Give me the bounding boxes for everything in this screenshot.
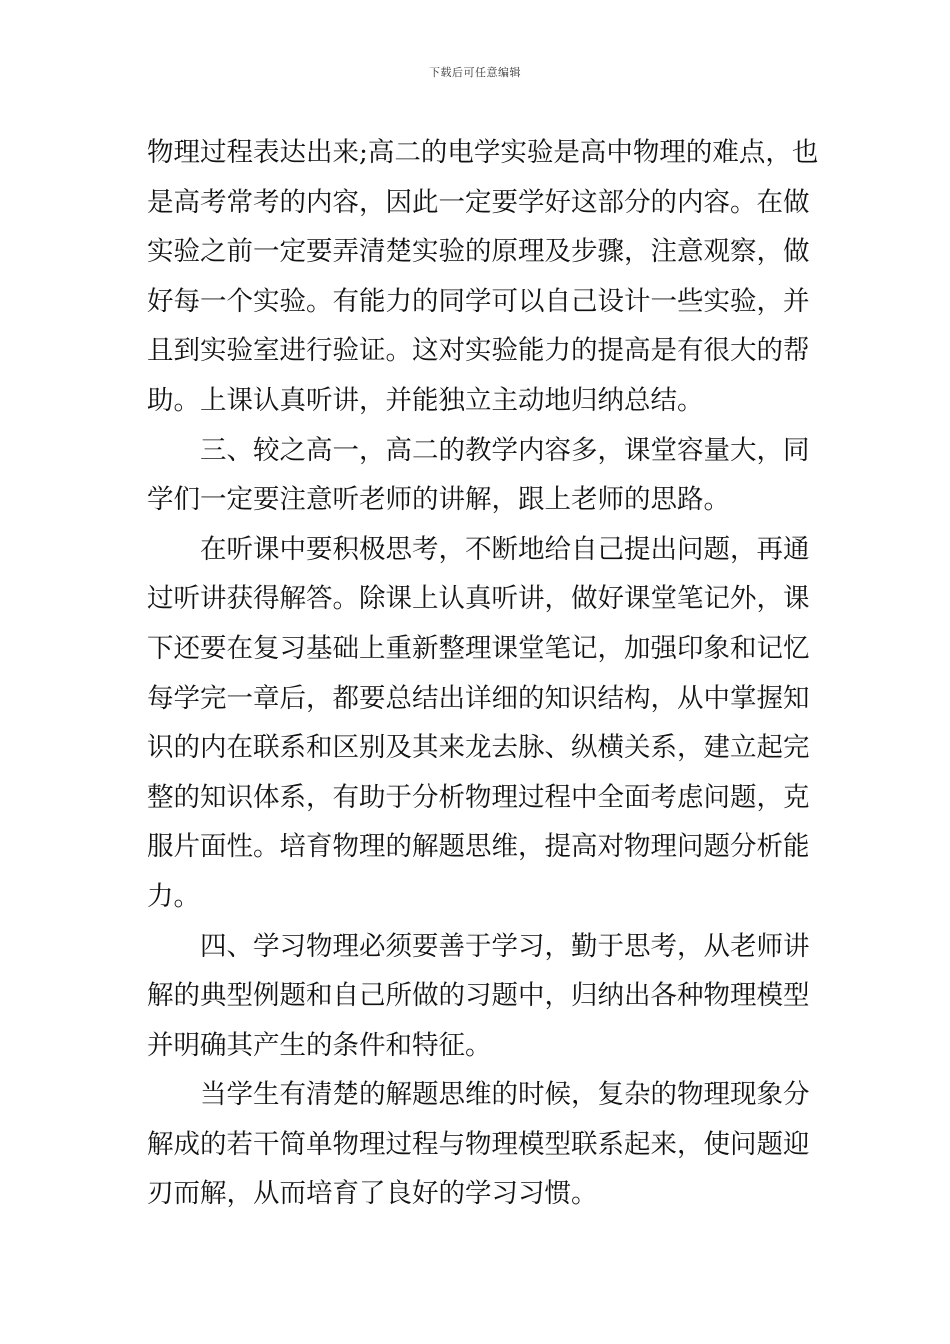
text-line: 学们一定要注意听老师的讲解，跟上老师的思路。 bbox=[147, 484, 730, 516]
text-line: 三、较之高一，高二的教学内容多，课堂容量大，同 bbox=[200, 434, 810, 466]
text-line: 整的知识体系，有助于分析物理过程中全面考虑问题，克 bbox=[147, 781, 810, 813]
text-line: 当学生有清楚的解题思维的时候，复杂的物理现象分 bbox=[200, 1079, 810, 1111]
text-line: 过听讲获得解答。除课上认真听讲，做好课堂笔记外，课 bbox=[147, 583, 810, 615]
text-line: 刃而解，从而培育了良好的学习习惯。 bbox=[147, 1178, 598, 1210]
text-line: 每学完一章后，都要总结出详细的知识结构，从中掌握知 bbox=[147, 682, 810, 714]
text-line: 物理过程表达出来;高二的电学实验是高中物理的难点，也 bbox=[147, 137, 819, 168]
text-line: 实验之前一定要弄清楚实验的原理及步骤，注意观察，做 bbox=[147, 236, 810, 268]
text-line: 服片面性。培育物理的解题思维，提高对物理问题分析能 bbox=[147, 831, 810, 863]
text-line: 且到实验室进行验证。这对实验能力的提高是有很大的帮 bbox=[147, 335, 810, 367]
text-line: 好每一个实验。有能力的同学可以自己设计一些实验，并 bbox=[147, 285, 810, 317]
header-note: 下载后可任意编辑 bbox=[429, 66, 521, 79]
text-line: 解成的若干简单物理过程与物理模型联系起来，使问题迎 bbox=[147, 1128, 810, 1160]
text-line: 四、学习物理必须要善于学习，勤于思考，从老师讲 bbox=[200, 930, 810, 962]
text-line: 是高考常考的内容，因此一定要学好这部分的内容。在做 bbox=[147, 186, 810, 218]
text-line: 在听课中要积极思考，不断地给自己提出问题，再通 bbox=[200, 533, 810, 565]
text-line: 识的内在联系和区别及其来龙去脉、纵横关系，建立起完 bbox=[147, 732, 810, 764]
text-line: 并明确其产生的条件和特征。 bbox=[147, 1029, 492, 1061]
text-line: 下还要在复习基础上重新整理课堂笔记，加强印象和记忆 bbox=[147, 632, 810, 664]
text-line: 解的典型例题和自己所做的习题中，归纳出各种物理模型 bbox=[147, 980, 810, 1012]
text-line: 力。 bbox=[147, 880, 200, 912]
document-body bbox=[147, 128, 819, 1219]
text-line: 助。上课认真听讲，并能独立主动地归纳总结。 bbox=[147, 384, 704, 416]
